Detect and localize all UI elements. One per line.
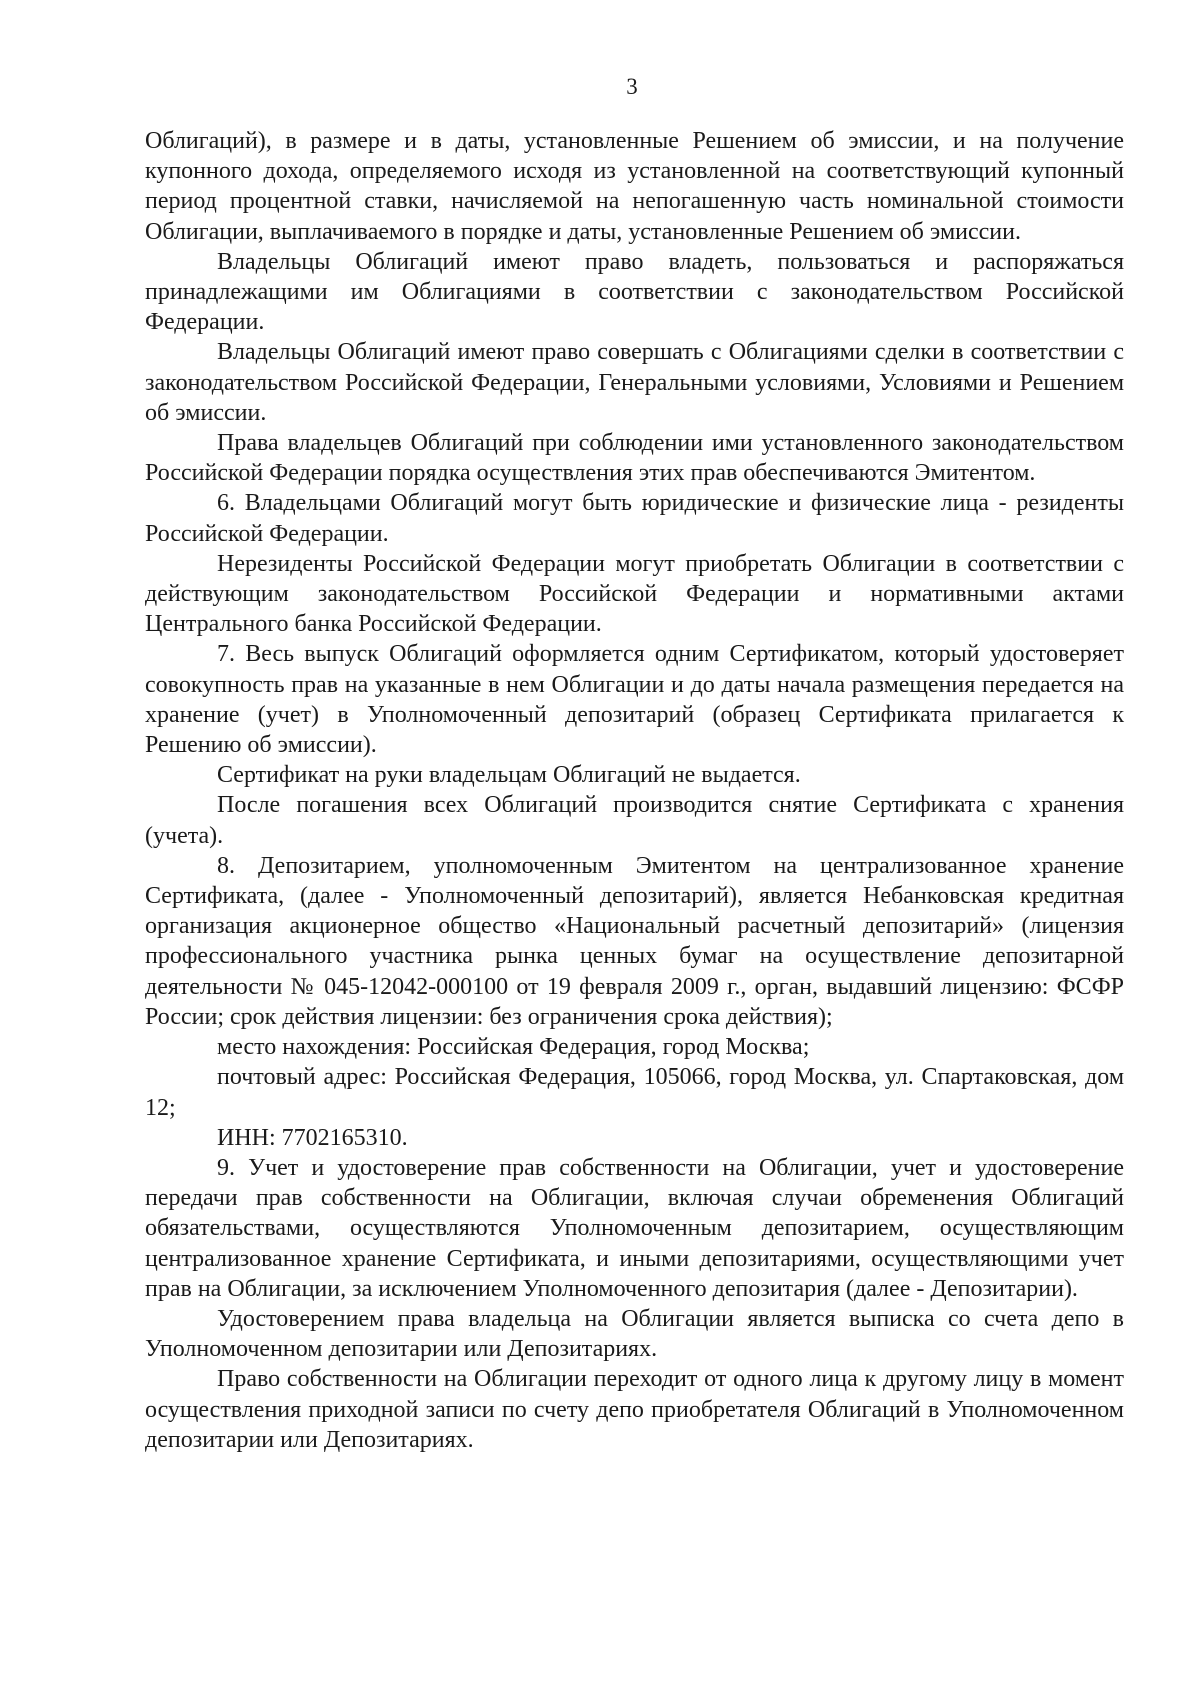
paragraph: Владельцы Облигаций имеют право совершать с Облигациями сделки в соответствии с законодательством Российской Федерации, Генеральными условиями, Условиями и Решением об эмиссии. — [145, 339, 1124, 426]
paragraph: 6. Владельцами Облигаций могут быть юридические и физические лица - резиденты Российской Федерации. — [145, 490, 1124, 547]
paragraph: место нахождения: Российская Федерация, город Москва; — [217, 1034, 810, 1061]
document-body — [145, 126, 1124, 1455]
paragraph: 9. Учет и удостоверение прав собственности на Облигации, учет и удостоверение передачи прав собственности на Облигации, включая случаи обременения Облигаций обязательствами, осуществляются Уполномоченным депозитарием, осуществляющим централизованное хранение Сертификата, и иными депозитариями, осуществляющими учет прав на Облигации, за исключением Уполномоченного депозитария (далее - Депозитарии). — [145, 1154, 1124, 1302]
page-number: 3 — [626, 74, 638, 99]
paragraph: Сертификат на руки владельцам Облигаций не выдается. — [217, 762, 801, 789]
paragraph: 7. Весь выпуск Облигаций оформляется одним Сертификатом, который удостоверяет совокупность прав на указанные в нем Облигации и до даты начала размещения передается на хранение (учет) в Уполномоченный депозитарий (образец Сертификата прилагается к Решению об эмиссии). — [145, 641, 1124, 759]
paragraph: Владельцы Облигаций имеют право владеть, пользоваться и распоряжаться принадлежащими им Облигациями в соответствии с законодательством Российской Федерации. — [145, 248, 1124, 336]
paragraph: Права владельцев Облигаций при соблюдении ими установленного законодательством Российской Федерации порядка осуществления этих прав обеспечиваются Эмитентом. — [145, 430, 1124, 487]
paragraph: почтовый адрес: Российская Федерация, 105066, город Москва, ул. Спартаковская, дом 12; — [145, 1064, 1124, 1121]
paragraph: Удостоверением права владельца на Облигации является выписка со счета депо в Уполномоченном депозитарии или Депозитариях. — [145, 1305, 1124, 1363]
paragraph: После погашения всех Облигаций производится снятие Сертификата с хранения (учета). — [145, 792, 1124, 849]
paragraph: ИНН: 7702165310. — [217, 1124, 408, 1151]
paragraph: Право собственности на Облигации переходит от одного лица к другому лицу в момент осуществления приходной записи по счету депо приобретателя Облигаций в Уполномоченном депозитарии или Депозитариях. — [145, 1366, 1124, 1453]
paragraph: Облигаций), в размере и в даты, установленные Решением об эмиссии, и на получение купонного дохода, определяемого исходя из установленной на соответствующий купонный период процентной ставки, начисляемой на непогашенную часть номинальной стоимости Облигации, выплачиваемого в порядке и даты, установленные Решением об эмиссии. — [145, 128, 1124, 245]
paragraph: 8. Депозитарием, уполномоченным Эмитентом на централизованное хранение Сертификата, (далее - Уполномоченный депозитарий), является Небанковская кредитная организация акционерное общество «Национальный расчетный депозитарий» (лицензия профессионального участника рынка ценных бумаг на осуществление депозитарной деятельности № 045-12042-000100 от 19 февраля 2009 г., орган, выдавший лицензию: ФСФР России; срок действия лицензии: без ограничения срока действия); — [145, 852, 1124, 1030]
paragraph: Нерезиденты Российской Федерации могут приобретать Облигации в соответствии с действующим законодательством Российской Федерации и нормативными актами Центрального банка Российской Федерации. — [145, 550, 1124, 638]
